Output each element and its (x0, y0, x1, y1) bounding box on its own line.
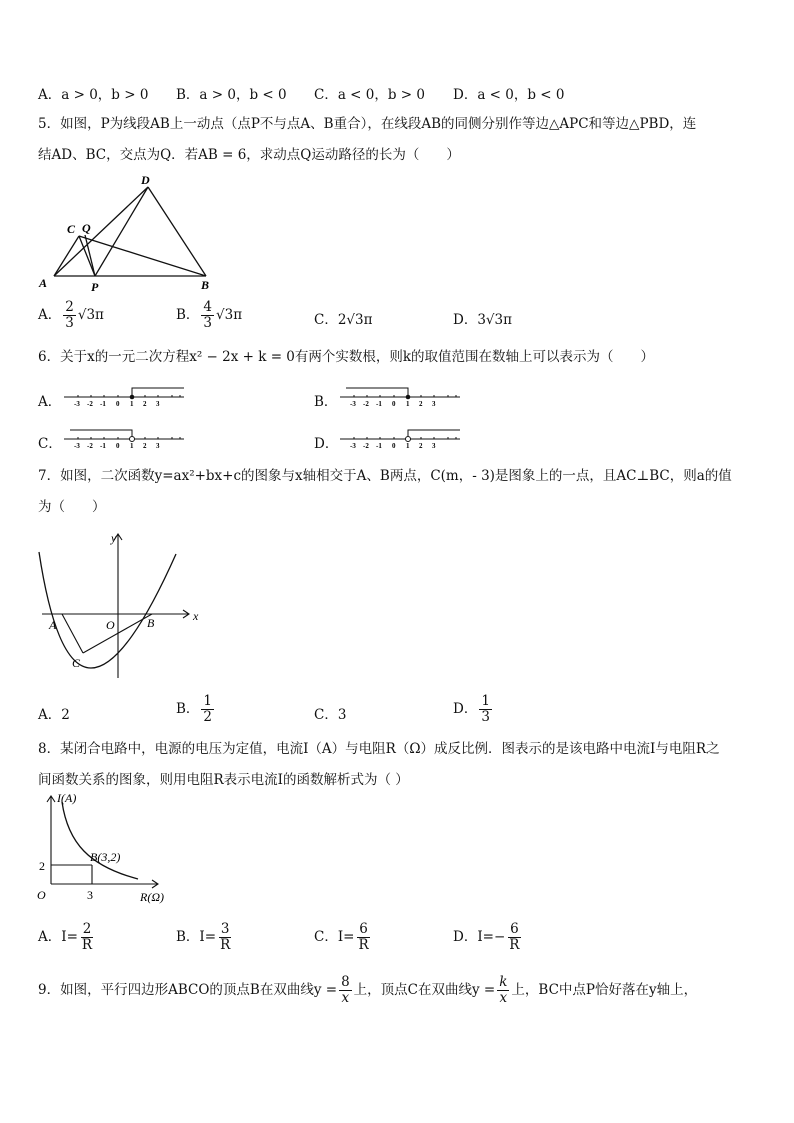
tick-label: 3 (156, 442, 160, 450)
tick-label: 3 (156, 400, 160, 408)
tick-label: 0 (116, 442, 120, 450)
q8-label-xaxis: R(Ω) (140, 890, 164, 904)
tick-label: -3 (74, 400, 80, 408)
q7-label-b: B (147, 616, 155, 630)
tick-label: -1 (100, 400, 106, 408)
q8-stem-line2: 间函数关系的图象，则用电阻R表示电流I的函数解析式为（ ） (38, 772, 409, 788)
q7-option-c: C．3 (314, 707, 347, 723)
q4-option-a: A．a > 0，b > 0 (38, 87, 149, 103)
q8-label-three: 3 (87, 888, 93, 902)
q7-figure (34, 528, 209, 683)
q7-label-c: C (72, 656, 81, 670)
tick-label: 0 (116, 400, 120, 408)
q8-option-b: B．I= $\frac{3}{R}$ (176, 921, 231, 953)
q5-label-a: A (39, 276, 48, 290)
q5-option-d: D．3√3π (453, 312, 512, 328)
q6-number-line-d (336, 426, 466, 452)
tick-label: 1 (406, 400, 410, 408)
tick-label: -1 (376, 442, 382, 450)
q5-label-c: C (67, 222, 76, 236)
tick-label: 1 (406, 442, 410, 450)
q4-option-c: C．a < 0，b > 0 (314, 87, 425, 103)
q7-label-y: y (111, 531, 117, 545)
q5-option-b: B． $\frac{4}{3}$ √3π (176, 299, 243, 331)
tick-label: 3 (432, 442, 436, 450)
q5-option-c: C．2√3π (314, 312, 373, 328)
tick-label: 2 (419, 400, 423, 408)
q9-stem: 9．如图，平行四边形ABCO的顶点B在双曲线y = $\frac{8}{x}$ 上，顶点C在双曲线y = $\frac{k}{x}$ 上，BC中点P恰好落在y轴上， (38, 974, 698, 1006)
q8-label-yaxis: I(A) (57, 791, 77, 805)
q6-option-c-label: C． (38, 436, 62, 452)
tick-label: -3 (74, 442, 80, 450)
q6-number-line-b (336, 384, 466, 410)
tick-label: -3 (350, 400, 356, 408)
q8-label-o: O (37, 888, 46, 902)
q5-option-a: A． $\frac{2}{3}$ √3π (38, 299, 104, 331)
q5-figure (36, 170, 216, 295)
q7-label-a: A (49, 618, 57, 632)
q7-label-x: x (193, 609, 199, 623)
tick-label: -3 (350, 442, 356, 450)
q6-number-line-c (60, 426, 190, 452)
q5-stem-line2: 结AD、BC，交点为Q．若AB = 6，求动点Q运动路径的长为（ ） (38, 147, 460, 163)
tick-label: -1 (100, 442, 106, 450)
tick-label: 0 (392, 442, 396, 450)
q6-stem: 6．关于x的一元二次方程x² − 2x + k = 0有两个实数根，则k的取值范围在数轴上可以表示为（ ） (38, 349, 655, 365)
tick-label: 2 (419, 442, 423, 450)
tick-label: 1 (130, 442, 134, 450)
tick-label: -2 (363, 442, 369, 450)
q5-stem-line1: 5．如图，P为线段AB上一动点（点P不与点A、B重合），在线段AB的同侧分别作等边△APC和等边△PBD，连 (38, 116, 697, 132)
q6-option-d-label: D． (314, 436, 339, 452)
q5-label-q: Q (82, 221, 91, 235)
q8-option-a: A．I= $\frac{2}{R}$ (38, 921, 93, 953)
tick-label: -2 (87, 442, 93, 450)
q5-label-b: B (201, 278, 210, 292)
q5-label-p: P (91, 280, 99, 294)
tick-label: 2 (143, 400, 147, 408)
q6-option-b-label: B． (314, 394, 338, 410)
tick-label: 0 (392, 400, 396, 408)
q6-option-a-label: A． (38, 394, 62, 410)
q5-label-d: D (141, 173, 150, 187)
q8-label-point: B(3,2) (90, 850, 121, 864)
tick-label: 3 (432, 400, 436, 408)
tick-label: -2 (363, 400, 369, 408)
tick-label: 2 (143, 442, 147, 450)
q8-option-d: D．I=− $\frac{6}{R}$ (453, 921, 520, 953)
q7-option-b: B． $\frac{1}{2}$ (176, 693, 213, 725)
q8-stem-line1: 8．某闭合电路中，电源的电压为定值，电流I（A）与电阻R（Ω）成反比例．图表示的是该电路中电流I与电阻R之 (38, 741, 720, 757)
q8-label-two: 2 (39, 859, 45, 873)
q8-option-c: C．I= $\frac{6}{R}$ (314, 921, 369, 953)
tick-label: -2 (87, 400, 93, 408)
q5-stem (38, 109, 760, 171)
q6-number-line-a (60, 384, 190, 410)
q7-option-a: A．2 (38, 707, 70, 723)
q8-stem (38, 734, 760, 796)
q4-option-b: B．a > 0，b < 0 (176, 87, 287, 103)
q4-option-d: D．a < 0，b < 0 (453, 87, 565, 103)
q7-stem (38, 461, 760, 523)
q7-label-o: O (106, 618, 115, 632)
tick-label: 1 (130, 400, 134, 408)
q7-stem-line2: 为（ ） (38, 499, 106, 515)
q7-stem-line1: 7．如图，二次函数y=ax²+bx+c的图象与x轴相交于A、B两点，C(m，- 3)是图象上的一点，且AC⊥BC，则a的值 (38, 468, 732, 484)
q7-option-d: D． $\frac{1}{3}$ (453, 693, 490, 725)
tick-label: -1 (376, 400, 382, 408)
q8-figure (34, 788, 184, 910)
